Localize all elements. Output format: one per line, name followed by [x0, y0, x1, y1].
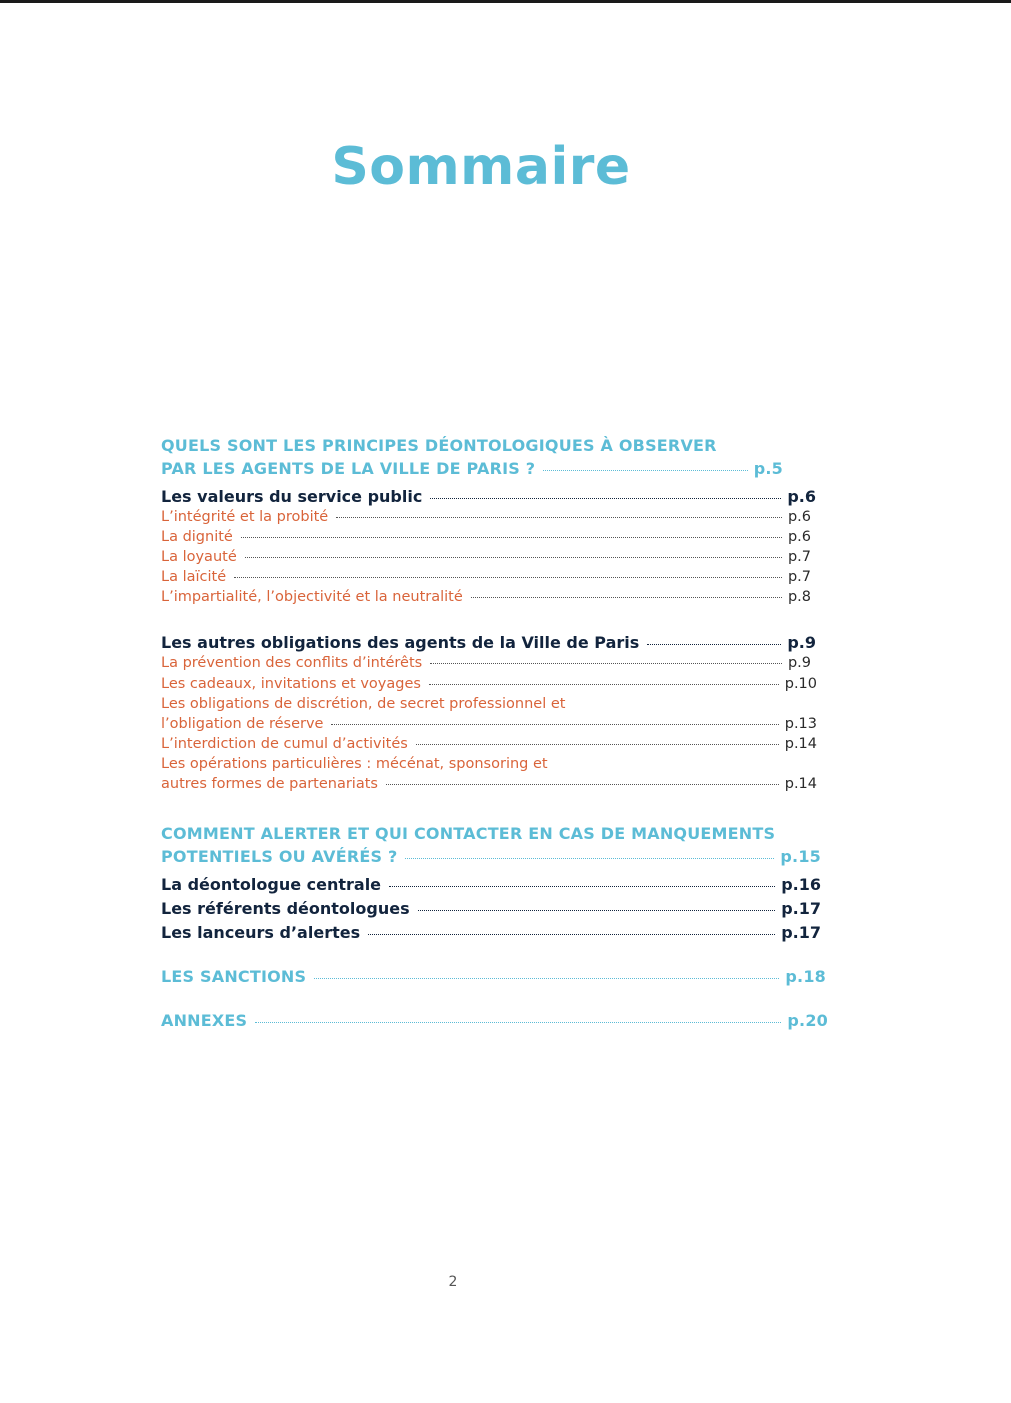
- dot-leader: [418, 910, 776, 911]
- toc-subsection-label: Les valeurs du service public: [161, 487, 423, 506]
- toc-subsection[interactable]: [161, 921, 821, 945]
- dot-leader: [430, 498, 781, 499]
- toc-section-title: ANNEXES: [161, 1011, 248, 1030]
- toc-section-title-line: COMMENT ALERTER ET QUI CONTACTER EN CAS DE MANQUEMENTS: [161, 824, 776, 843]
- toc-section-sanctions[interactable]: [161, 965, 826, 988]
- toc-section-title: LES SANCTIONS: [161, 967, 307, 986]
- toc-item-label: La laïcité: [161, 569, 227, 585]
- toc-item-label-line: Les opérations particulières : mécénat, sponsoring et: [161, 756, 548, 772]
- toc-item-label: L’impartialité, l’objectivité et la neutralité: [161, 589, 463, 605]
- toc-section-alert[interactable]: [161, 822, 821, 868]
- toc-page-ref: p.18: [785, 967, 826, 986]
- toc-subsection[interactable]: [161, 873, 821, 897]
- toc-item-label: l’obligation de réserve: [161, 716, 324, 732]
- toc-page-ref: p.17: [781, 899, 821, 918]
- page-number: 2: [448, 1274, 458, 1290]
- toc-page-ref: p.9: [787, 655, 811, 671]
- toc-page-ref: p.7: [787, 569, 811, 585]
- toc-item-label: La dignité: [161, 529, 233, 545]
- toc-item-label-line: Les obligations de discrétion, de secret professionnel et: [161, 696, 566, 712]
- toc-subsection[interactable]: [161, 897, 821, 921]
- toc-section-title-line: QUELS SONT LES PRINCIPES DÉONTOLOGIQUES À OBSERVER: [161, 436, 717, 455]
- toc-page-ref: p.20: [787, 1011, 828, 1030]
- toc-page-ref: p.9: [787, 633, 816, 652]
- toc-item-label: La prévention des conflits d’intérêts: [161, 655, 423, 671]
- toc-page-ref: p.6: [787, 509, 811, 525]
- toc-item[interactable]: [161, 527, 811, 547]
- toc-section-title-line: POTENTIELS OU AVÉRÉS ?: [161, 847, 398, 866]
- dot-leader: [389, 886, 775, 887]
- toc-page-ref: p.6: [787, 529, 811, 545]
- toc-item-label: La loyauté: [161, 549, 237, 565]
- dot-leader: [647, 644, 781, 645]
- toc-page-ref: p.16: [781, 875, 821, 894]
- toc-section-annexes[interactable]: [161, 1009, 828, 1032]
- dot-leader: [416, 744, 779, 745]
- toc-page-ref: p.14: [784, 776, 817, 792]
- dot-leader: [368, 934, 775, 935]
- dot-leader: [405, 858, 774, 859]
- toc-item-label: L’intégrité et la probité: [161, 509, 329, 525]
- toc-item[interactable]: [161, 567, 811, 587]
- toc-page-ref: p.5: [753, 459, 783, 478]
- toc-page-ref: p.14: [784, 736, 817, 752]
- dot-leader: [331, 724, 778, 725]
- dot-leader: [245, 557, 782, 558]
- dot-leader: [255, 1022, 781, 1023]
- toc-item[interactable]: [161, 653, 811, 673]
- toc-subsection-label: La déontologue centrale: [161, 875, 382, 894]
- toc-subsection-label: Les référents déontologues: [161, 899, 410, 918]
- page-title: Sommaire: [331, 137, 631, 197]
- dot-leader: [471, 597, 782, 598]
- toc-item[interactable]: [161, 674, 817, 694]
- toc-subsection-other-obligations[interactable]: [161, 631, 816, 655]
- toc-subsection-values[interactable]: [161, 485, 816, 509]
- toc-page-ref: p.15: [780, 847, 821, 866]
- toc-page-ref: p.8: [787, 589, 811, 605]
- toc-item[interactable]: [161, 547, 811, 567]
- toc-item[interactable]: [161, 507, 811, 527]
- dot-leader: [543, 470, 748, 471]
- toc-page-ref: p.17: [781, 923, 821, 942]
- toc-item[interactable]: [161, 587, 811, 607]
- dot-leader: [234, 577, 782, 578]
- dot-leader: [314, 978, 779, 979]
- dot-leader: [429, 684, 779, 685]
- toc-page-ref: p.6: [787, 487, 816, 506]
- top-border-rule: [0, 0, 1011, 3]
- toc-subsection-label: Les autres obligations des agents de la Ville de Paris: [161, 633, 640, 652]
- toc-item-label: autres formes de partenariats: [161, 776, 378, 792]
- toc-item-label: Les cadeaux, invitations et voyages: [161, 676, 421, 692]
- toc-section-title-line: PAR LES AGENTS DE LA VILLE DE PARIS ?: [161, 459, 536, 478]
- dot-leader: [336, 517, 782, 518]
- toc-page-ref: p.7: [787, 549, 811, 565]
- dot-leader: [241, 537, 782, 538]
- toc-item-label: L’interdiction de cumul d’activités: [161, 736, 408, 752]
- toc-section-principles[interactable]: [161, 434, 783, 480]
- toc-item[interactable]: [161, 754, 817, 794]
- dot-leader: [386, 784, 779, 785]
- toc-page-ref: p.10: [784, 676, 817, 692]
- toc-page-ref: p.13: [784, 716, 817, 732]
- toc-item[interactable]: [161, 734, 817, 754]
- toc-subsection-label: Les lanceurs d’alertes: [161, 923, 361, 942]
- toc-item[interactable]: [161, 694, 817, 734]
- dot-leader: [430, 663, 782, 664]
